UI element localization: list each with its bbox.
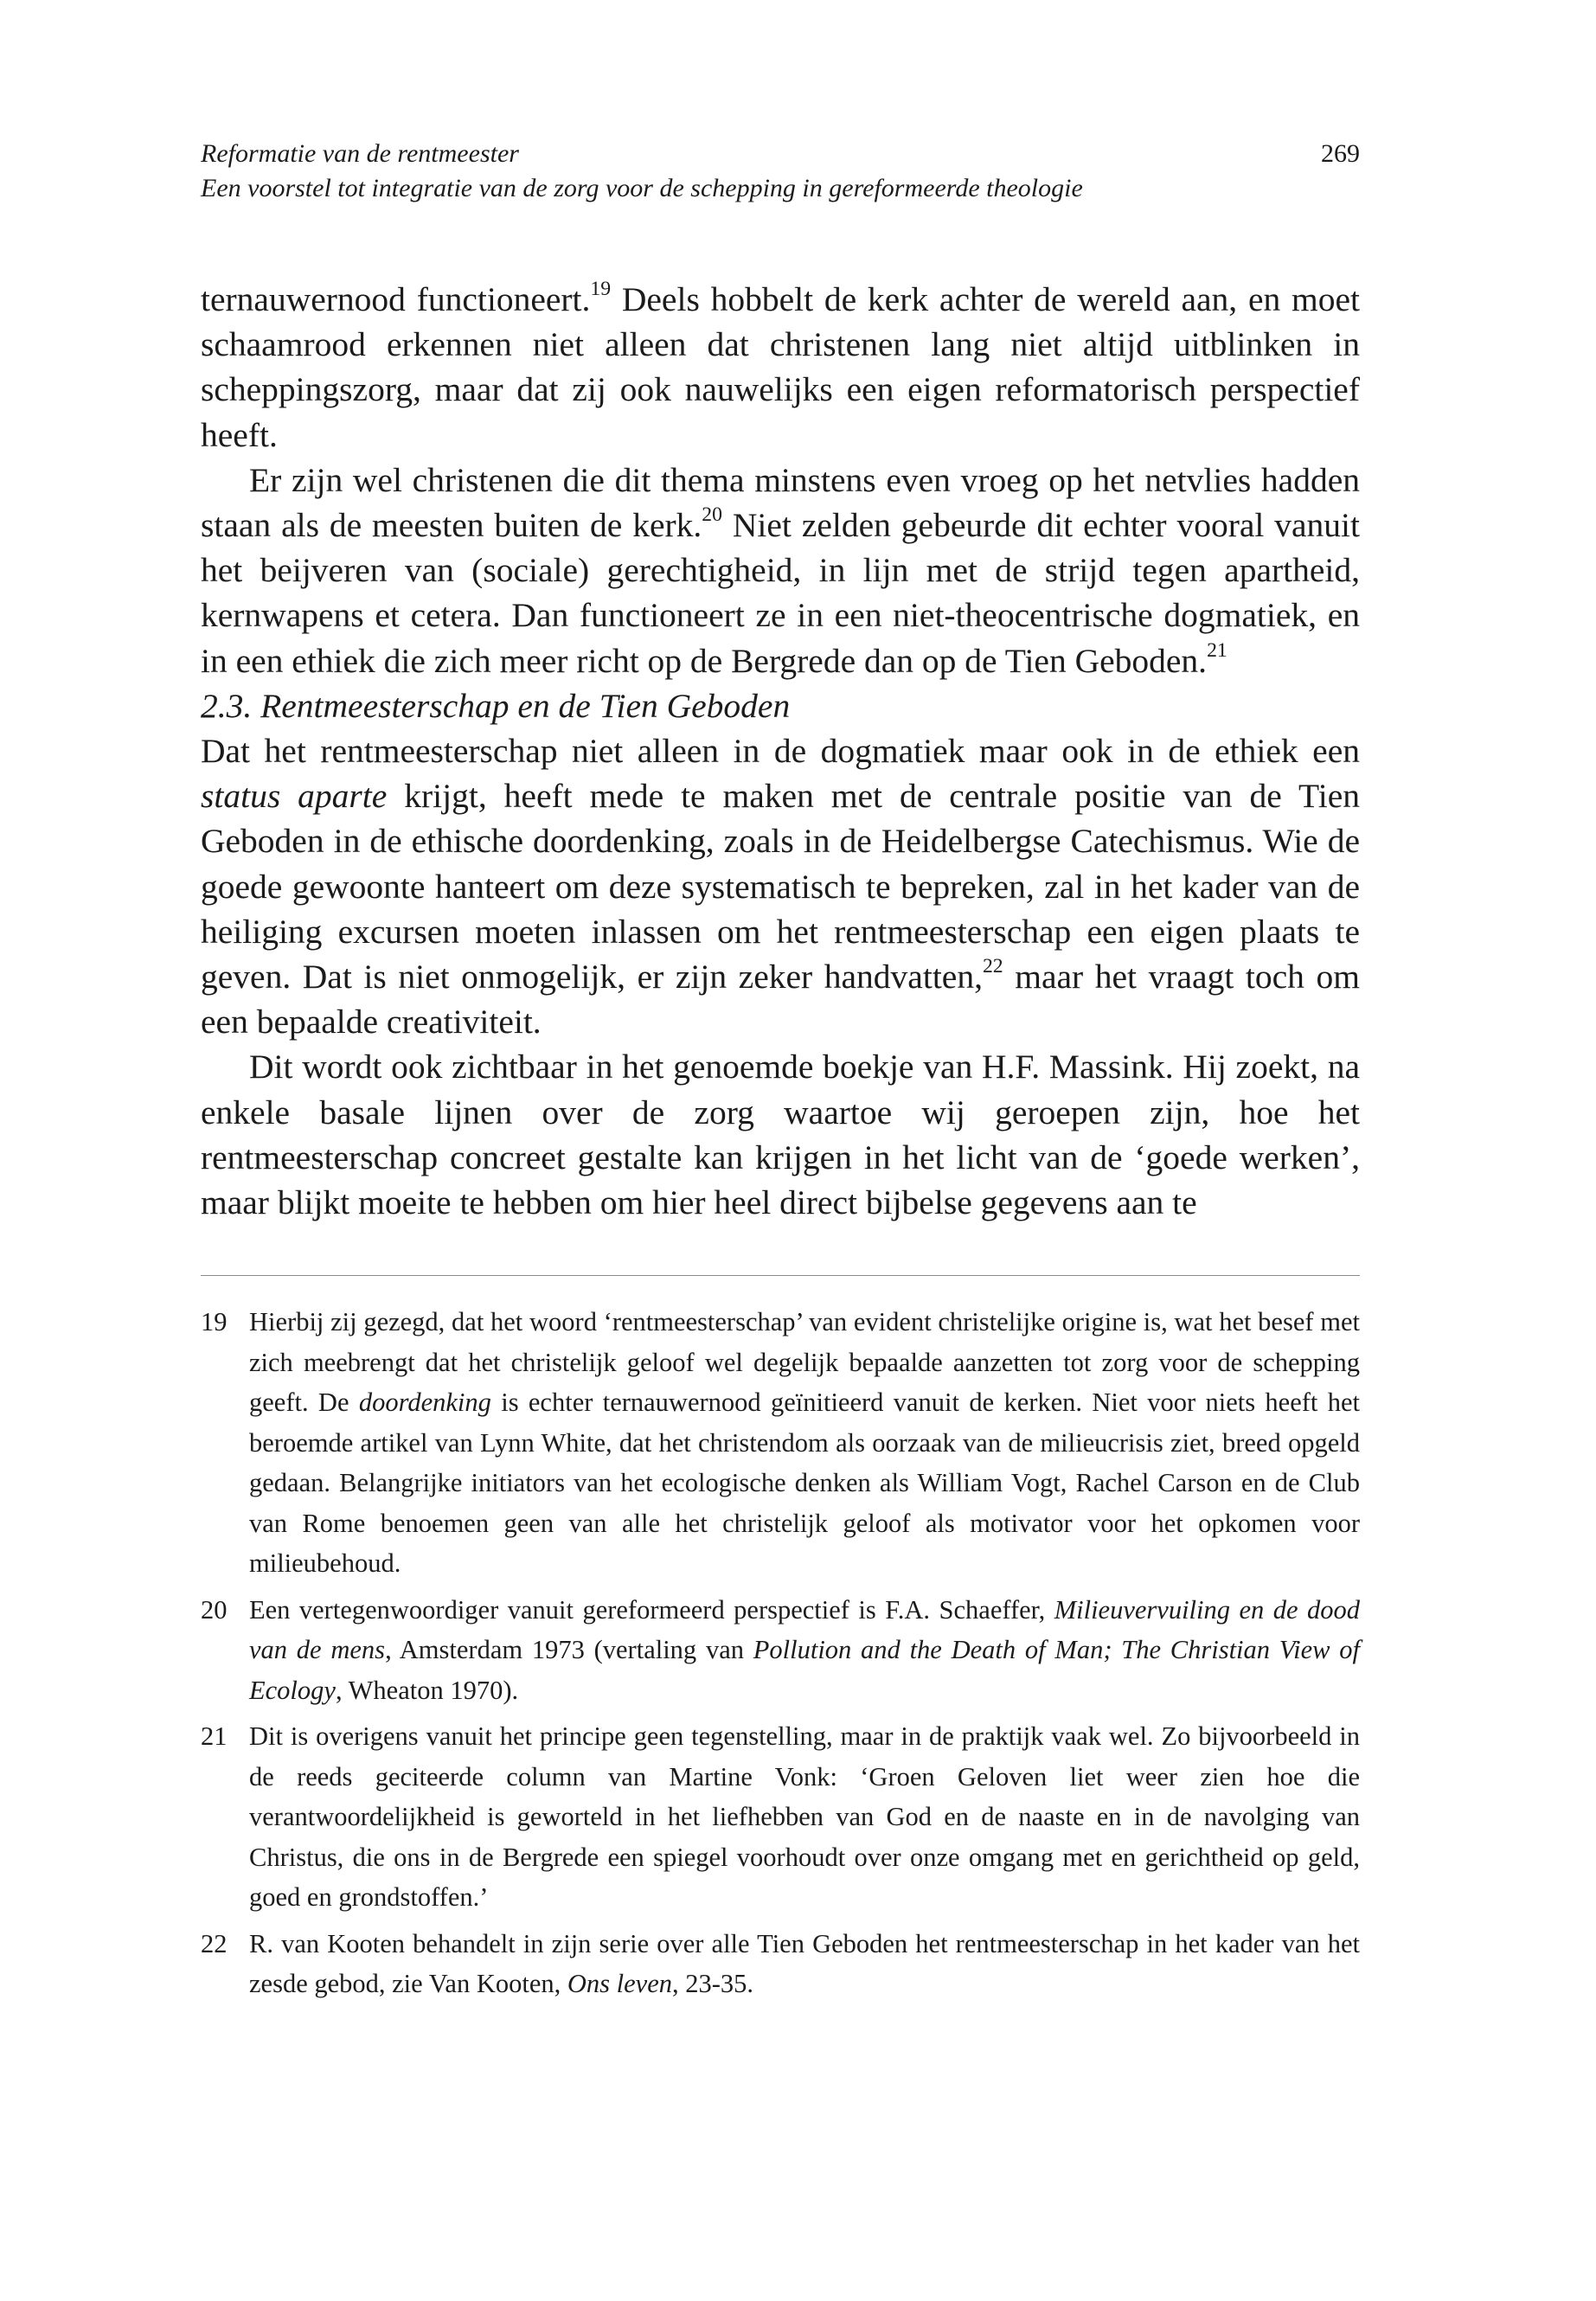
footnote-text: , Wheaton 1970). xyxy=(335,1675,519,1705)
footnote-italic: doordenking xyxy=(358,1388,491,1418)
footnote-19 xyxy=(201,1302,1360,1584)
footnote-text: Dit is overigens vanuit het principe geen tegenstelling, maar in de praktijk vaak wel. Zo bijvoorbeeld in de reeds geciteerde column van Martine Vonk: ‘Groen Geloven liet weer zien hoe die verantwoordelijkheid is geworteld in het liefhebben van God en de naaste en in de navolging van Christus, die ons in de Bergrede een spiegel voorhoudt over onze omgang met en gerichtheid op geld, goed en grondstoffen.’ xyxy=(249,1721,1360,1913)
paragraph-2 xyxy=(201,458,1360,683)
running-subtitle: Een voorstel tot integratie van de zorg voor de schepping in gereformeerde theologie xyxy=(201,174,1083,202)
footnote-italic: Ons leven xyxy=(567,1969,672,1999)
book-page xyxy=(201,137,1360,2010)
footnotes xyxy=(201,1302,1360,2004)
footnote-ref-21[interactable]: 21 xyxy=(1207,638,1227,662)
running-title: Reformatie van de rentmeester xyxy=(201,139,519,168)
page-number: 269 xyxy=(1321,139,1360,168)
paragraph-text: Er zijn wel christenen die dit thema minstens even vroeg op het netvlies hadden staan als de meesten buiten de kerk. xyxy=(201,460,1360,545)
footnote-20 xyxy=(201,1590,1360,1711)
footnote-text: Hierbij zij gezegd, dat het woord ‘rentmeesterschap’ van evident christelijke origine is, wat het besef met zich meebrengt dat het christelijk geloof wel degelijk bepaalde aanzetten tot zorg voor de schepping geeft. De xyxy=(249,1307,1360,1418)
paragraph-text: Deels hobbelt de kerk achter de wereld aan, en moet schaamrood erkennen niet alleen dat christenen lang niet altijd uitblinken in scheppingszorg, maar dat zij ook nauwelijks een eigen reformatorisch perspectief heeft. xyxy=(201,280,1361,454)
footnote-number: 19 xyxy=(201,1307,228,1337)
footnote-text: R. van Kooten behandelt in zijn serie over alle Tien Geboden het rentmeesterschap in het kader van het zesde gebod, zie Van Kooten, xyxy=(249,1928,1360,1999)
paragraph-4: Dit wordt ook zichtbaar in het genoemde boekje van H.F. Massink. Hij zoekt, na enkele basale lijnen over de zorg waartoe wij geroepen zijn, hoe het rentmeesterschap concreet gestalte kan krijgen in het licht van de ‘goede werken’, maar blijkt moeite te hebben om hier heel direct bijbelse gegevens aan te xyxy=(201,1048,1360,1222)
footnote-number: 22 xyxy=(201,1928,228,1958)
footnote-text: is echter ternauwernood geïnitieerd vanuit de kerken. Niet voor niets heeft het beroemde artikel van Lynn White, dat het christendom als oorzaak van de milieucrisis ziet, breed opgeld gedaan. Belangrijke initiators van het ecologische denken als William Vogt, Rachel Carson en de Club van Rome benoemen geen van alle het christelijk geloof als motivator voor het opkomen voor milieubehoud. xyxy=(249,1388,1360,1579)
footnote-ref-19[interactable]: 19 xyxy=(590,278,612,301)
paragraph-text: Dat het rentmeesterschap niet alleen in de dogmatiek maar ook in de ethiek een xyxy=(201,732,1360,771)
footnote-italic: Milieuvervuiling en de dood van de mens xyxy=(249,1594,1361,1665)
footnote-divider xyxy=(201,1275,1360,1276)
paragraph-text: Niet zelden gebeurde dit echter vooral vanuit het beijveren van (sociale) gerechtigheid, in lijn met de strijd tegen apartheid, kernwapens et cetera. Dan functioneert ze in een niet-theocentrische dogmatiek, en in een ethiek die zich meer richt op de Bergrede dan op de Tien Geboden. xyxy=(201,506,1361,680)
footnote-text: , 23-35. xyxy=(671,1969,754,1999)
footnote-italic: Pollution and the Death of Man; The Christian View of Ecology xyxy=(249,1635,1361,1705)
paragraph-text: maar het vraagt toch om een bepaalde creativiteit. xyxy=(201,958,1360,1042)
footnote-text: , Amsterdam 1973 (vertaling van xyxy=(385,1635,753,1665)
paragraph-1 xyxy=(201,277,1360,458)
italic-term: status aparte xyxy=(201,777,388,816)
paragraph-3 xyxy=(201,728,1360,1044)
footnote-22 xyxy=(201,1924,1360,2004)
footnote-21 xyxy=(201,1716,1360,1918)
footnote-number: 21 xyxy=(201,1721,228,1752)
paragraph-text: ternauwernood functioneert. xyxy=(201,280,591,318)
footnote-text: Een vertegenwoordiger vanuit gereformeerd perspectief is F.A. Schaeffer, xyxy=(249,1594,1054,1625)
footnote-ref-20[interactable]: 20 xyxy=(702,503,722,527)
footnote-ref-22[interactable]: 22 xyxy=(982,955,1003,978)
footnote-number: 20 xyxy=(201,1594,228,1625)
section-heading: 2.3. Rentmeesterschap en de Tien Geboden xyxy=(201,686,791,725)
main-text xyxy=(201,277,1360,1225)
paragraph-text: krijgt, heeft mede te maken met de centrale positie van de Tien Geboden in de ethische doordenking, zoals in de Heidelbergse Catechismus. Wie de goede gewoonte hanteert om deze systematisch te bepreken, zal in het kader van de heiliging excursen moeten inlassen om het rentmeesterschap een eigen plaats te geven. Dat is niet onmogelijk, er zijn zeker handvatten, xyxy=(201,777,1360,997)
running-header xyxy=(201,137,1360,215)
